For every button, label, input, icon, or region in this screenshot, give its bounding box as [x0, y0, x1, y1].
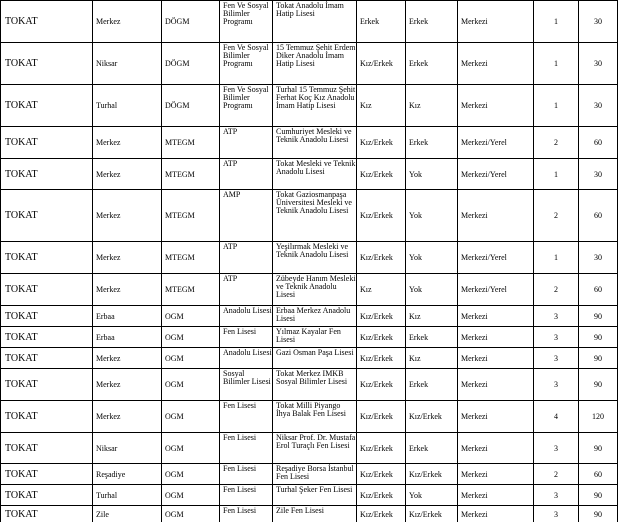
- cell-quota: 90: [579, 433, 618, 464]
- cell-directorate: OGM: [162, 401, 220, 433]
- cell-district: Turhal: [93, 85, 162, 127]
- cell-school-name: Tokat Anadolu İmam Hatip Lisesi: [273, 1, 357, 43]
- cell-directorate: OGM: [162, 306, 220, 327]
- cell-province: TOKAT: [1, 43, 93, 85]
- cell-school-name: Tokat Milli Piyango İhya Balak Fen Lisesi: [273, 401, 357, 433]
- table-row: [1, 159, 618, 190]
- cell-placement: Merkezi/Yerel: [458, 127, 534, 159]
- cell-quota: 90: [579, 485, 618, 506]
- cell-district: Merkez: [93, 127, 162, 159]
- cell-quota: 30: [579, 43, 618, 85]
- table-row: [1, 464, 618, 485]
- cell-directorate: MTEGM: [162, 159, 220, 190]
- cell-program-type: ATP: [220, 242, 273, 274]
- cell-branch-count: 1: [534, 159, 579, 190]
- cell-district: Reşadiye: [93, 464, 162, 485]
- cell-directorate: MTEGM: [162, 190, 220, 242]
- cell-placement: Merkezi: [458, 433, 534, 464]
- cell-boarding: Erkek: [406, 433, 458, 464]
- cell-quota: 30: [579, 85, 618, 127]
- cell-quota: 60: [579, 190, 618, 242]
- cell-boarding: Erkek: [406, 127, 458, 159]
- cell-branch-count: 1: [534, 85, 579, 127]
- cell-program-type: Fen Lisesi: [220, 327, 273, 348]
- cell-placement: Merkezi: [458, 369, 534, 401]
- cell-program-type: Fen Lisesi: [220, 506, 273, 522]
- cell-branch-count: 3: [534, 433, 579, 464]
- cell-program-type: Fen Lisesi: [220, 433, 273, 464]
- cell-program-type: Fen Lisesi: [220, 485, 273, 506]
- cell-branch-count: 1: [534, 242, 579, 274]
- cell-quota: 90: [579, 369, 618, 401]
- cell-district: Merkez: [93, 274, 162, 306]
- cell-directorate: DÖGM: [162, 43, 220, 85]
- table-row: [1, 190, 618, 242]
- cell-school-name: Tokat Merkez IMKB Sosyal Bilimler Lisesi: [273, 369, 357, 401]
- cell-placement: Merkezi: [458, 401, 534, 433]
- cell-boarding: Kız: [406, 348, 458, 369]
- table-row: [1, 348, 618, 369]
- cell-program-type: Fen Lisesi: [220, 401, 273, 433]
- cell-school-name: Reşadiye Borsa İstanbul Fen Lisesi: [273, 464, 357, 485]
- cell-branch-count: 3: [534, 485, 579, 506]
- cell-branch-count: 1: [534, 43, 579, 85]
- cell-directorate: MTEGM: [162, 242, 220, 274]
- cell-school-name: Niksar Prof. Dr. Mustafa Erol Turaçlı Fen Lisesi: [273, 433, 357, 464]
- cell-program-type: Fen Lisesi: [220, 464, 273, 485]
- cell-gender: Kız/Erkek: [357, 159, 406, 190]
- cell-school-name: Turhal 15 Temmuz Şehit Ferhat Koç Kız Anadolu İmam Hatip Lisesi: [273, 85, 357, 127]
- cell-quota: 120: [579, 401, 618, 433]
- cell-school-name: Tokat Gaziosmanpaşa Üniversitesi Mesleki ve Teknik Anadolu Lisesi: [273, 190, 357, 242]
- cell-gender: Kız/Erkek: [357, 369, 406, 401]
- table-row: [1, 433, 618, 464]
- cell-school-name: Yılmaz Kayalar Fen Lisesi: [273, 327, 357, 348]
- cell-program-type: Sosyal Bilimler Lisesi: [220, 369, 273, 401]
- cell-gender: Kız/Erkek: [357, 348, 406, 369]
- cell-program-type: ATP: [220, 159, 273, 190]
- cell-province: TOKAT: [1, 348, 93, 369]
- cell-province: TOKAT: [1, 433, 93, 464]
- cell-quota: 90: [579, 348, 618, 369]
- cell-province: TOKAT: [1, 485, 93, 506]
- cell-placement: Merkezi: [458, 1, 534, 43]
- table-row: [1, 43, 618, 85]
- cell-quota: 90: [579, 306, 618, 327]
- cell-program-type: Anadolu Lisesi: [220, 306, 273, 327]
- cell-branch-count: 2: [534, 274, 579, 306]
- cell-branch-count: 3: [534, 327, 579, 348]
- cell-school-name: Zübeyde Hanım Mesleki ve Teknik Anadolu Lisesi: [273, 274, 357, 306]
- cell-branch-count: 2: [534, 464, 579, 485]
- cell-directorate: OGM: [162, 485, 220, 506]
- cell-placement: Merkezi: [458, 464, 534, 485]
- cell-boarding: Kız/Erkek: [406, 464, 458, 485]
- cell-quota: 60: [579, 464, 618, 485]
- cell-district: Zile: [93, 506, 162, 522]
- cell-province: TOKAT: [1, 190, 93, 242]
- cell-directorate: OGM: [162, 327, 220, 348]
- cell-district: Merkez: [93, 348, 162, 369]
- cell-placement: Merkezi: [458, 85, 534, 127]
- cell-school-name: 15 Temmuz Şehit Erdem Diker Anadolu İmam Hatip Lisesi: [273, 43, 357, 85]
- cell-boarding: Kız/Erkek: [406, 506, 458, 522]
- cell-boarding: Erkek: [406, 1, 458, 43]
- cell-program-type: ATP: [220, 127, 273, 159]
- cell-district: Turhal: [93, 485, 162, 506]
- cell-gender: Erkek: [357, 1, 406, 43]
- cell-gender: Kız/Erkek: [357, 401, 406, 433]
- cell-directorate: DÖGM: [162, 1, 220, 43]
- cell-school-name: Cumhuriyet Mesleki ve Teknik Anadolu Lisesi: [273, 127, 357, 159]
- cell-boarding: Erkek: [406, 43, 458, 85]
- cell-gender: Kız/Erkek: [357, 327, 406, 348]
- table-row: [1, 485, 618, 506]
- table-row: [1, 1, 618, 43]
- cell-province: TOKAT: [1, 85, 93, 127]
- cell-boarding: Kız: [406, 85, 458, 127]
- cell-placement: Merkezi: [458, 348, 534, 369]
- cell-boarding: Yok: [406, 274, 458, 306]
- cell-gender: Kız/Erkek: [357, 43, 406, 85]
- cell-district: Erbaa: [93, 306, 162, 327]
- cell-program-type: AMP: [220, 190, 273, 242]
- cell-directorate: MTEGM: [162, 274, 220, 306]
- cell-branch-count: 3: [534, 306, 579, 327]
- cell-province: TOKAT: [1, 306, 93, 327]
- cell-boarding: Yok: [406, 242, 458, 274]
- cell-district: Merkez: [93, 1, 162, 43]
- cell-boarding: Erkek: [406, 327, 458, 348]
- cell-gender: Kız/Erkek: [357, 190, 406, 242]
- cell-province: TOKAT: [1, 1, 93, 43]
- cell-district: Merkez: [93, 401, 162, 433]
- cell-gender: Kız/Erkek: [357, 506, 406, 522]
- cell-boarding: Kız: [406, 306, 458, 327]
- cell-gender: Kız/Erkek: [357, 433, 406, 464]
- cell-quota: 30: [579, 159, 618, 190]
- table-row: [1, 274, 618, 306]
- cell-province: TOKAT: [1, 369, 93, 401]
- cell-branch-count: 1: [534, 1, 579, 43]
- cell-boarding: Yok: [406, 159, 458, 190]
- cell-branch-count: 2: [534, 190, 579, 242]
- table-body: [1, 1, 618, 522]
- cell-gender: Kız/Erkek: [357, 242, 406, 274]
- cell-province: TOKAT: [1, 274, 93, 306]
- cell-quota: 90: [579, 327, 618, 348]
- table-row: [1, 85, 618, 127]
- cell-school-name: Gazi Osman Paşa Lisesi: [273, 348, 357, 369]
- cell-placement: Merkezi/Yerel: [458, 159, 534, 190]
- cell-placement: Merkezi: [458, 485, 534, 506]
- cell-placement: Merkezi: [458, 327, 534, 348]
- cell-branch-count: 3: [534, 348, 579, 369]
- cell-directorate: MTEGM: [162, 127, 220, 159]
- table-row: [1, 369, 618, 401]
- cell-gender: Kız: [357, 85, 406, 127]
- cell-province: TOKAT: [1, 327, 93, 348]
- cell-quota: 60: [579, 274, 618, 306]
- cell-placement: Merkezi: [458, 506, 534, 522]
- cell-province: TOKAT: [1, 242, 93, 274]
- cell-placement: Merkezi: [458, 43, 534, 85]
- cell-directorate: OGM: [162, 433, 220, 464]
- table-row: [1, 306, 618, 327]
- cell-branch-count: 3: [534, 506, 579, 522]
- table-row: [1, 401, 618, 433]
- cell-placement: Merkezi: [458, 190, 534, 242]
- cell-province: TOKAT: [1, 506, 93, 522]
- cell-district: Merkez: [93, 369, 162, 401]
- cell-directorate: DÖGM: [162, 85, 220, 127]
- cell-quota: 90: [579, 506, 618, 522]
- cell-branch-count: 4: [534, 401, 579, 433]
- table-row: [1, 327, 618, 348]
- cell-directorate: OGM: [162, 348, 220, 369]
- cell-quota: 60: [579, 127, 618, 159]
- cell-district: Niksar: [93, 43, 162, 85]
- cell-gender: Kız: [357, 274, 406, 306]
- table-row: [1, 127, 618, 159]
- cell-gender: Kız/Erkek: [357, 127, 406, 159]
- cell-boarding: Erkek: [406, 369, 458, 401]
- cell-school-name: Turhal Şeker Fen Lisesi: [273, 485, 357, 506]
- cell-directorate: OGM: [162, 464, 220, 485]
- cell-directorate: OGM: [162, 369, 220, 401]
- cell-boarding: Kız/Erkek: [406, 401, 458, 433]
- cell-school-name: Yeşilırmak Mesleki ve Teknik Anadolu Lisesi: [273, 242, 357, 274]
- cell-quota: 30: [579, 242, 618, 274]
- cell-gender: Kız/Erkek: [357, 485, 406, 506]
- table-row: [1, 506, 618, 522]
- cell-district: Merkez: [93, 190, 162, 242]
- cell-branch-count: 3: [534, 369, 579, 401]
- cell-district: Merkez: [93, 159, 162, 190]
- cell-program-type: ATP: [220, 274, 273, 306]
- cell-district: Merkez: [93, 242, 162, 274]
- table-row: [1, 242, 618, 274]
- cell-branch-count: 2: [534, 127, 579, 159]
- cell-gender: Kız/Erkek: [357, 464, 406, 485]
- cell-placement: Merkezi/Yerel: [458, 242, 534, 274]
- cell-directorate: OGM: [162, 506, 220, 522]
- cell-province: TOKAT: [1, 464, 93, 485]
- cell-program-type: Anadolu Lisesi: [220, 348, 273, 369]
- cell-boarding: Yok: [406, 190, 458, 242]
- cell-program-type: Fen Ve Sosyal Bilimler Programı: [220, 1, 273, 43]
- cell-gender: Kız/Erkek: [357, 306, 406, 327]
- cell-program-type: Fen Ve Sosyal Bilimler Programı: [220, 85, 273, 127]
- cell-placement: Merkezi: [458, 306, 534, 327]
- cell-school-name: Zile Fen Lisesi: [273, 506, 357, 522]
- cell-school-name: Tokat Mesleki ve Teknik Anadolu Lisesi: [273, 159, 357, 190]
- cell-district: Erbaa: [93, 327, 162, 348]
- cell-school-name: Erbaa Merkez Anadolu Lisesi: [273, 306, 357, 327]
- cell-program-type: Fen Ve Sosyal Bilimler Programı: [220, 43, 273, 85]
- cell-province: TOKAT: [1, 127, 93, 159]
- cell-province: TOKAT: [1, 159, 93, 190]
- cell-quota: 30: [579, 1, 618, 43]
- cell-province: TOKAT: [1, 401, 93, 433]
- cell-placement: Merkezi/Yerel: [458, 274, 534, 306]
- cell-boarding: Yok: [406, 485, 458, 506]
- cell-district: Niksar: [93, 433, 162, 464]
